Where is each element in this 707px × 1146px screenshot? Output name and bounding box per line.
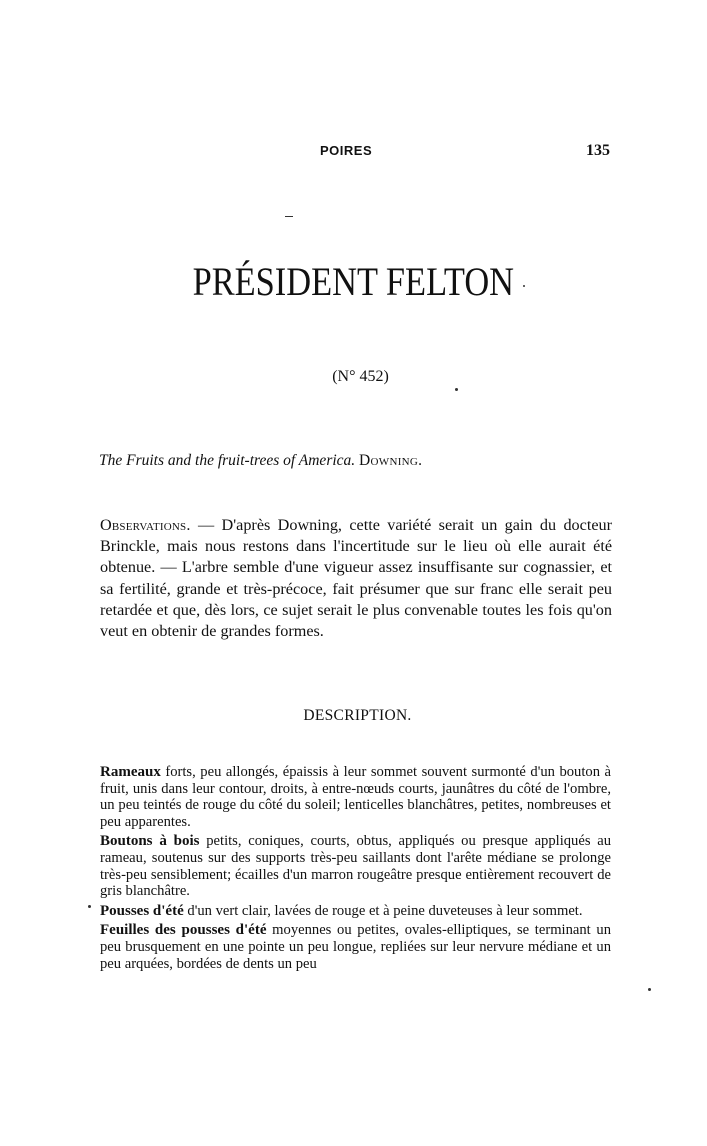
description-term: Boutons à bois	[100, 833, 200, 850]
description-term: Feuilles des pousses d'été	[100, 922, 267, 939]
description-text: forts, peu allongés, épaissis à leur sommet souvent surmonté d'un bouton à fruit, unis dans leur contour, droits, à entre-nœuds courts, jaunâtres du côté de l'ombre, un peu teintés de rouge du côté du soleil; lenticelles blanchâtres, petites, nombreuses et peu apparentes.	[100, 764, 611, 830]
description-body	[100, 764, 611, 975]
page-number: 135	[586, 142, 610, 159]
print-speck	[523, 285, 525, 287]
description-item-feuilles	[100, 922, 611, 972]
observations-label: Observations.	[100, 516, 191, 534]
observations-text: — D'après Downing, cette variété serait un gain du docteur Brinckle, mais nous restons dans l'incertitude sur le lieu où elle aurait été obtenue. — L'arbre semble d'une vigueur assez insuffisante sur cognassier, et sa fertilité, grande et très-précoce, fait présumer que sur franc elle serait peu retardée et que, dès lors, ce sujet serait le plus convenable toutes les fois qu'on veut en obtenir de grandes formes.	[100, 516, 612, 641]
observations-paragraph	[100, 515, 612, 642]
print-speck	[455, 388, 458, 391]
description-text: petits, coniques, courts, obtus, appliqués ou presque appliqués au rameau, soutenus sur des supports très-peu saillants dont l'arête médiane se prolonge très-peu sensiblement; écailles d'un marron rougeâtre presque entièrement recouvert de gris blanchâtre.	[100, 833, 611, 900]
print-speck	[648, 988, 651, 991]
reference-title: The Fruits and the fruit-trees of America.	[99, 452, 356, 469]
print-speck	[285, 216, 293, 217]
variety-number: (N° 452)	[332, 368, 389, 385]
description-text: d'un vert clair, lavées de rouge et à peine duveteuses à leur sommet.	[183, 902, 583, 919]
description-item-rameaux	[100, 764, 611, 830]
running-title: POIRES	[320, 143, 373, 158]
running-head	[98, 143, 610, 165]
print-speck	[88, 905, 91, 908]
bibliographic-reference	[99, 452, 619, 470]
description-item-pousses	[100, 903, 611, 920]
reference-author: Downing.	[359, 452, 423, 469]
description-item-boutons	[100, 833, 611, 899]
description-term: Rameaux	[100, 764, 161, 780]
description-heading: DESCRIPTION.	[303, 707, 412, 724]
description-term: Pousses d'été	[100, 902, 184, 919]
description-text: moyennes ou petites, ovales-elliptiques, se terminant un peu brusquement en une pointe un peu longue, repliées sur leur nervure médiane et un peu arquées, bordées de dents un peu	[100, 922, 611, 972]
variety-title: PRÉSIDENT FELTON	[192, 259, 515, 304]
